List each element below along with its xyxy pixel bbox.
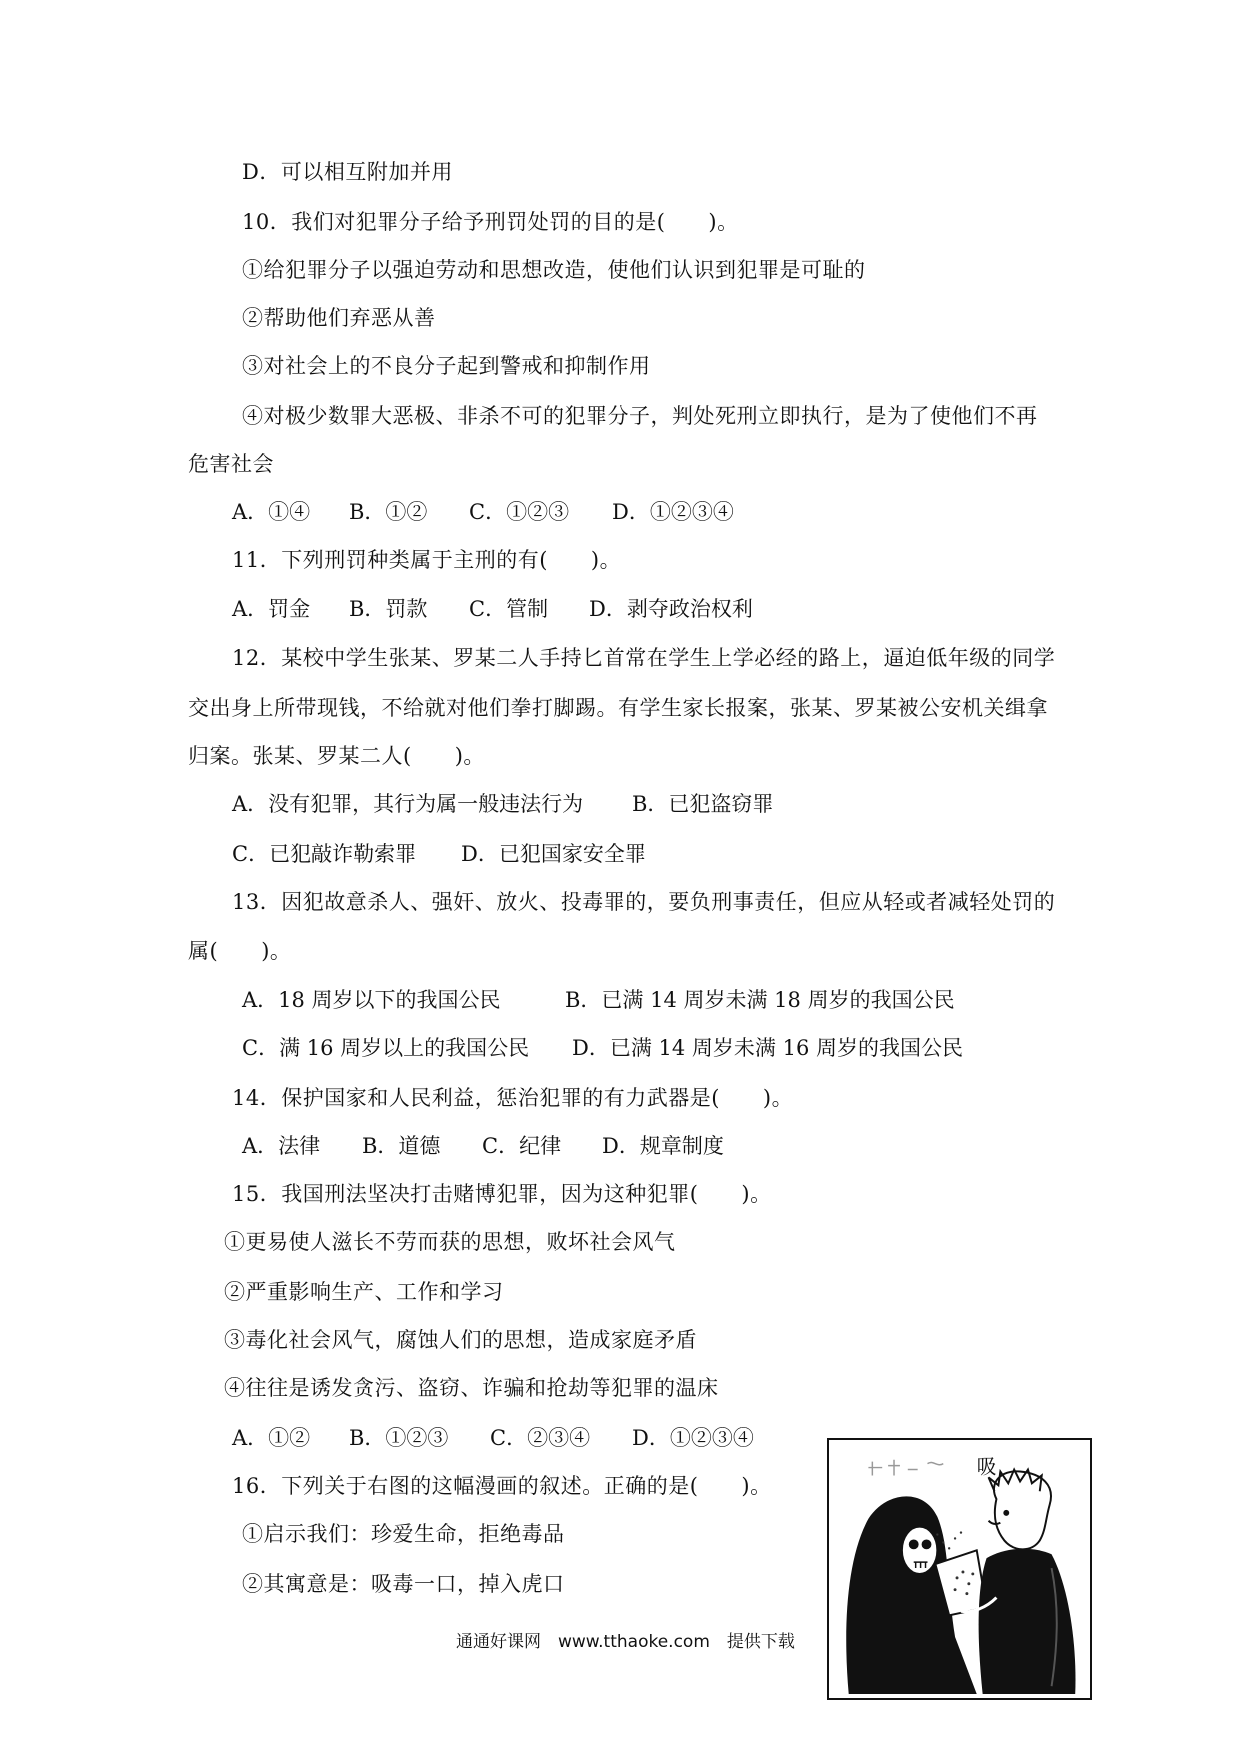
option-d-q12: D．已犯国家安全罪 [461, 842, 646, 866]
option-c-q15: C．②③④ [490, 1426, 591, 1450]
option-b-q15: B．①②③ [349, 1426, 449, 1450]
question-14: 14．保护国家和人民利益，惩治犯罪的有力武器是( )。 [232, 1086, 794, 1110]
anti-drug-cartoon [827, 1438, 1092, 1700]
option-a-q15: A．①② [232, 1426, 311, 1450]
option-d-q11: D．剥夺政治权利 [589, 597, 753, 621]
option-c-q12: C．已犯敲诈勒索罪 [232, 842, 417, 866]
statement-q10-4-cont: 危害社会 [188, 452, 274, 476]
question-15: 15．我国刑法坚决打击赌博犯罪，因为这种犯罪( )。 [232, 1182, 772, 1206]
option-a-q12: A．没有犯罪，其行为属一般违法行为 [232, 792, 584, 816]
question-11: 11．下列刑罚种类属于主刑的有( )。 [232, 548, 622, 572]
cartoon-caption-1: 吸 [976, 1455, 997, 1479]
option-c-q13: C．满 16 周岁以上的我国公民 [242, 1036, 530, 1060]
option-b-q11: B．罚款 [349, 597, 428, 621]
option-d-q15: D．①②③④ [632, 1426, 754, 1450]
question-12-cont-2: 归案。张某、罗某二人( )。 [188, 744, 485, 768]
option-b-q12: B．已犯盗窃罪 [632, 792, 774, 816]
question-10: 10．我们对犯罪分子给予刑罚处罚的目的是( )。 [242, 210, 739, 234]
statement-q15-1: ①更易使人滋长不劳而获的思想，败坏社会风气 [224, 1230, 676, 1254]
option-d-q14: D．规章制度 [602, 1134, 724, 1158]
question-16: 16．下列关于右图的这幅漫画的叙述。正确的是( )。 [232, 1474, 772, 1498]
option-a-q10: A．①④ [232, 500, 311, 524]
statement-q16-2: ②其寓意是：吸毒一口，掉入虎口 [242, 1572, 565, 1596]
option-d-q13: D．已满 14 周岁未满 16 周岁的我国公民 [572, 1036, 963, 1060]
option-c-q14: C．纪律 [482, 1134, 562, 1158]
cartoon-drawing [829, 1440, 1090, 1698]
statement-q10-2: ②帮助他们弃恶从善 [242, 306, 436, 330]
option-b-q10: B．①② [349, 500, 428, 524]
question-12-cont-1: 交出身上所带现钱，不给就对他们拳打脚踢。有学生家长报案，张某、罗某被公安机关缉拿 [188, 696, 1048, 720]
option-c-q10: C．①②③ [469, 500, 570, 524]
statement-q15-2: ②严重影响生产、工作和学习 [224, 1280, 504, 1304]
question-13-cont: 属( )。 [188, 939, 292, 963]
page-footer: 通通好课网 www.tthaoke.com 提供下载 [456, 1632, 795, 1652]
option-b-q13: B．已满 14 周岁未满 18 周岁的我国公民 [565, 988, 955, 1012]
statement-q15-4: ④往往是诱发贪污、盗窃、诈骗和抢劫等犯罪的温床 [224, 1376, 719, 1400]
option-c-q11: C．管制 [469, 597, 549, 621]
question-13: 13．因犯故意杀人、强奸、放火、投毒罪的，要负刑事责任，但应从轻或者减轻处罚的 [232, 890, 1056, 914]
statement-q10-4: ④对极少数罪大恶极、非杀不可的犯罪分子，判处死刑立即执行，是为了使他们不再 [242, 404, 1038, 428]
option-b-q14: B．道德 [362, 1134, 441, 1158]
option-d-q9: D．可以相互附加并用 [242, 160, 453, 184]
statement-q10-1: ①给犯罪分子以强迫劳动和思想改造，使他们认识到犯罪是可耻的 [242, 258, 866, 282]
option-a-q11: A．罚金 [232, 597, 311, 621]
option-a-q14: A．法律 [242, 1134, 321, 1158]
option-d-q10: D．①②③④ [612, 500, 734, 524]
option-a-q13: A．18 周岁以下的我国公民 [242, 988, 501, 1012]
statement-q15-3: ③毒化社会风气，腐蚀人们的思想，造成家庭矛盾 [224, 1328, 697, 1352]
statement-q10-3: ③对社会上的不良分子起到警戒和抑制作用 [242, 354, 651, 378]
question-12: 12．某校中学生张某、罗某二人手持匕首常在学生上学必经的路上，逼迫低年级的同学 [232, 646, 1056, 670]
statement-q16-1: ①启示我们：珍爱生命，拒绝毒品 [242, 1522, 565, 1546]
cartoon-header-marks [868, 1460, 943, 1476]
